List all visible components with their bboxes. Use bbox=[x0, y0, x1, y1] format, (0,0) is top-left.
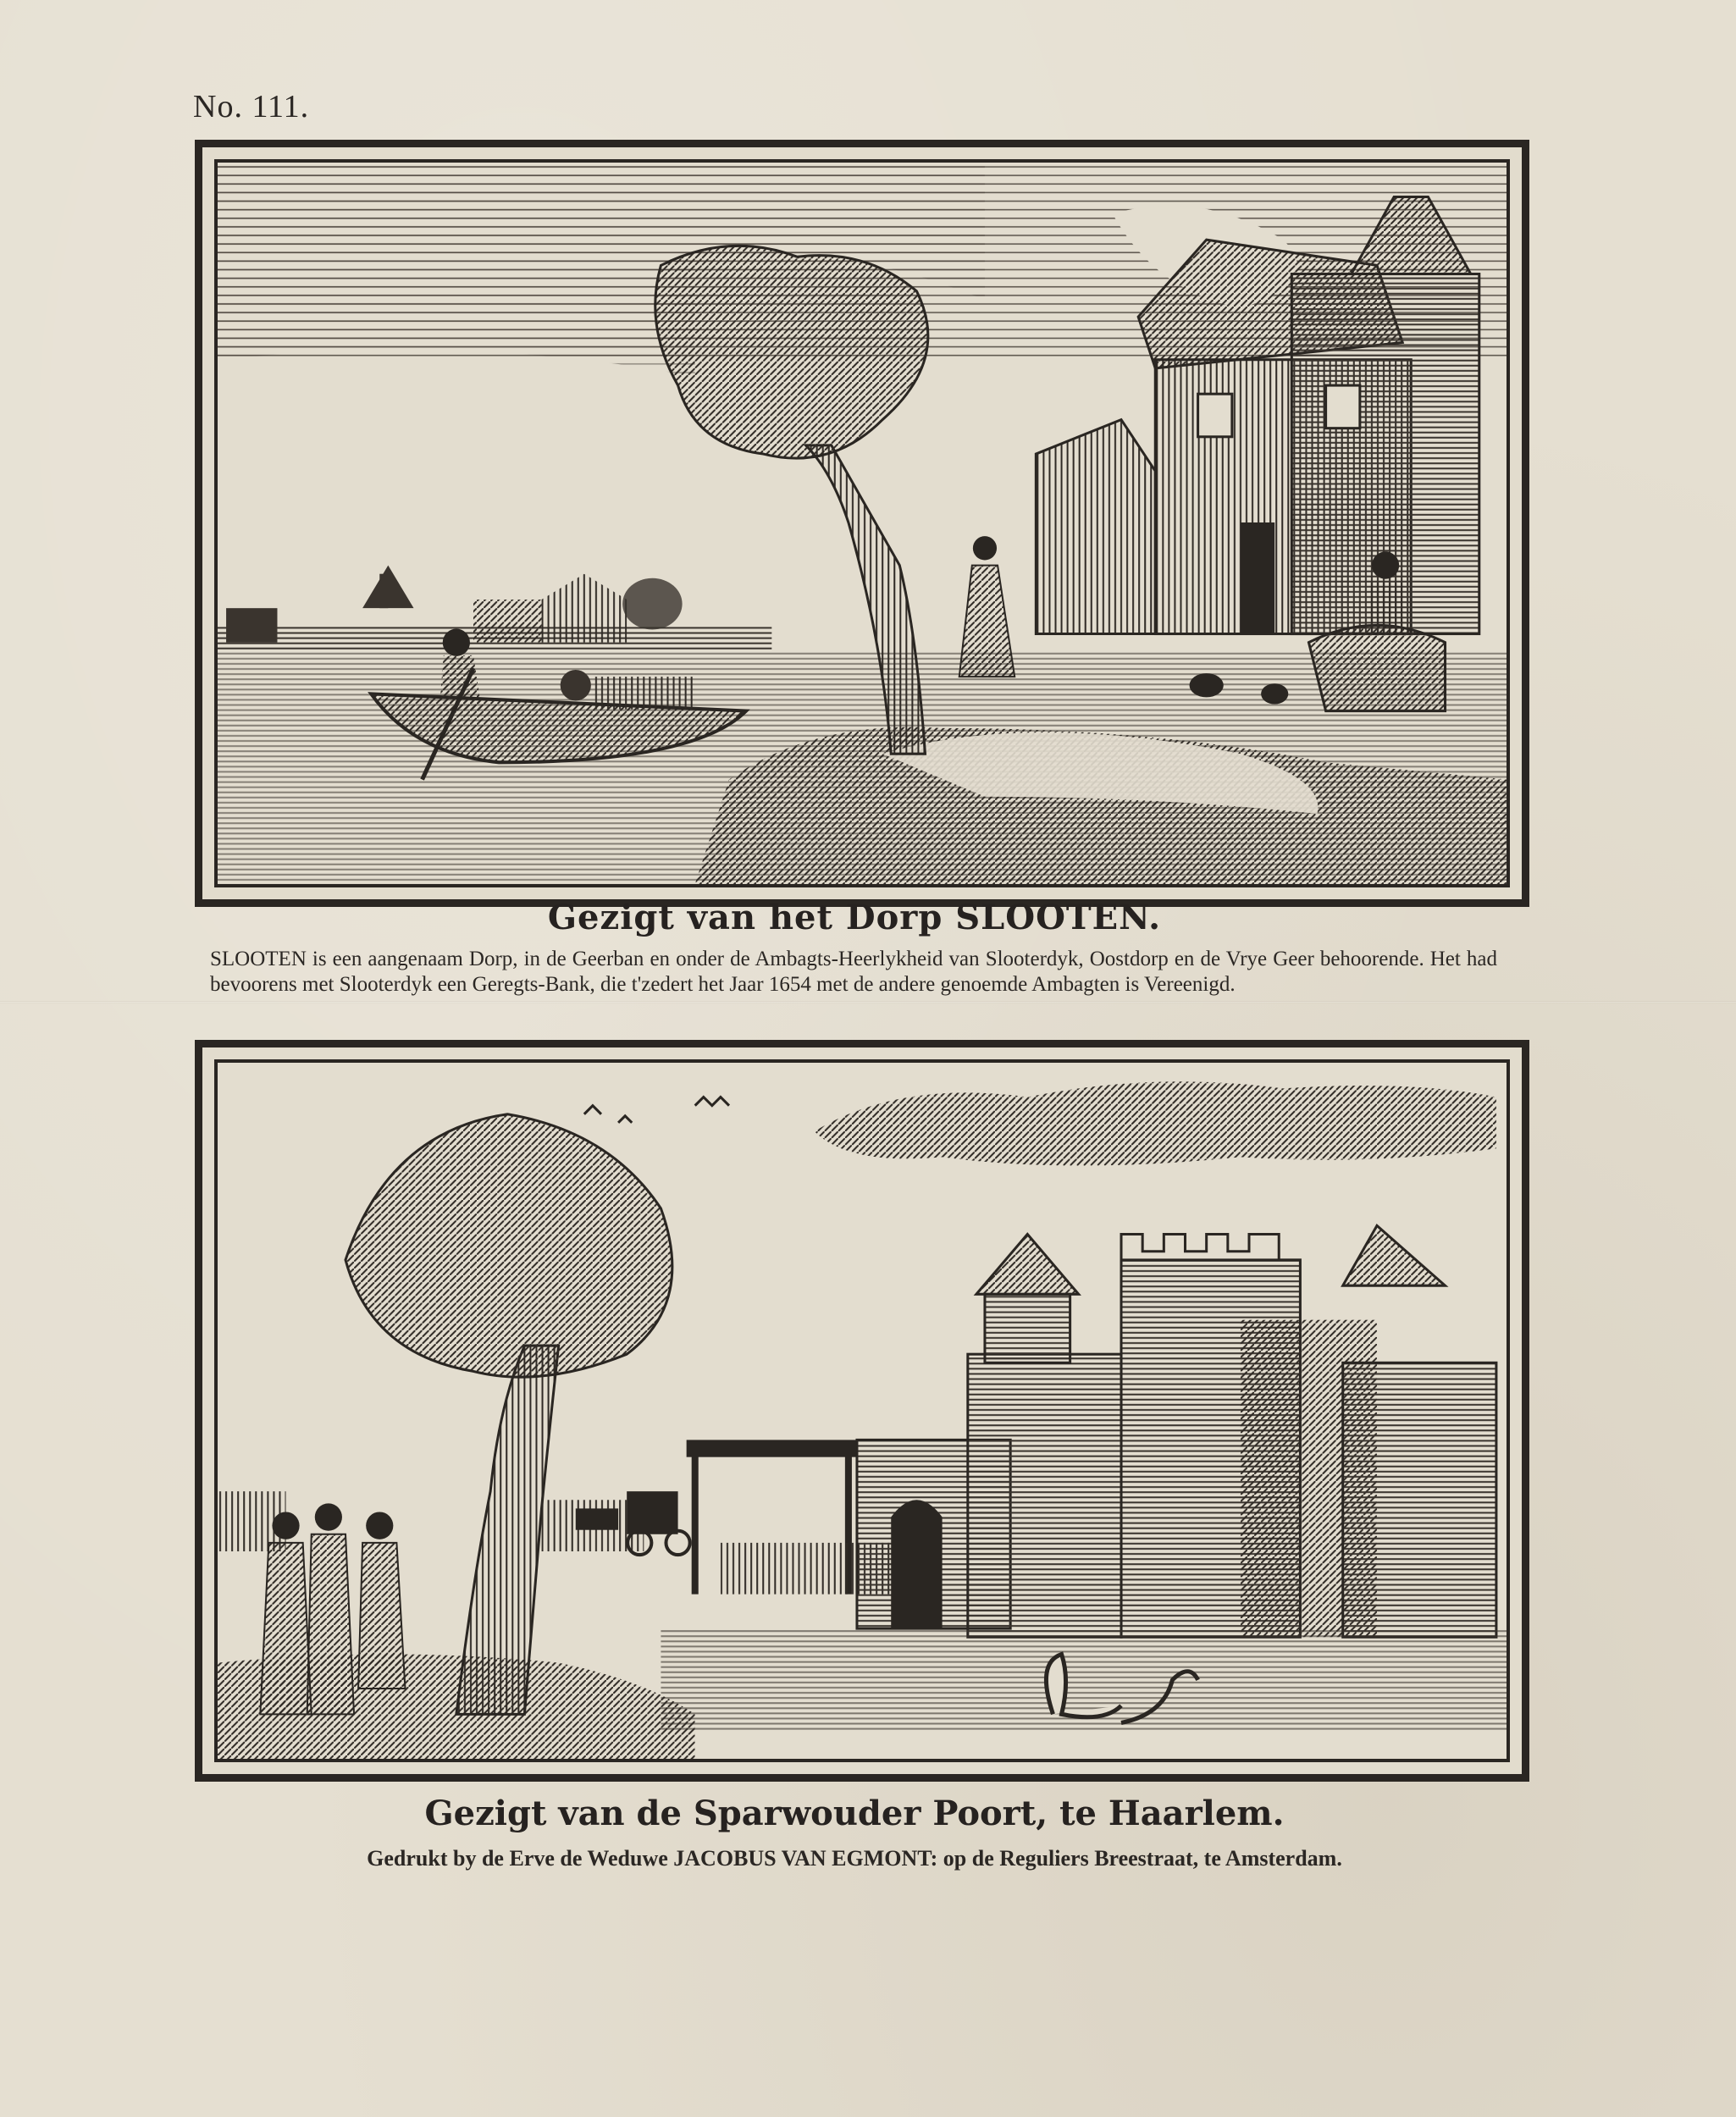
printer-imprint: Gedrukt by de Erve de Weduwe JACOBUS VAN EGMONT: op de Reguliers Breestraat, te Amsterdam. bbox=[367, 1846, 1342, 1871]
woodcut-sparwouder-poort-drawing bbox=[218, 1063, 1507, 1759]
paper-fold-line bbox=[0, 1001, 1736, 1003]
caption-sloten: Gezigt van het Dorp SLOOTEN. bbox=[547, 898, 1162, 937]
page-number: No. 111. bbox=[193, 89, 310, 124]
woodcut-sloten-frame bbox=[195, 140, 1529, 907]
woodcut-sloten-image bbox=[214, 159, 1510, 887]
woodcut-sparwouder-poort-frame bbox=[195, 1040, 1529, 1782]
caption-sparwouder-poort: Gezigt van de Sparwouder Poort, te Haarlem. bbox=[424, 1794, 1285, 1833]
sloten-description: SLOOTEN is een aangenaam Dorp, in de Geerban en onder de Ambagts-Heerlykheid van Slooterdyk, Oostdorp en de Vrye Geer behoorende. Het had bevoorens met Slooterdyk een Geregts-Bank, die t'zedert het Jaar 1654 met de andere genoemde Ambagten is Vereenigd. bbox=[210, 948, 1497, 996]
woodcut-sparwouder-poort-image bbox=[214, 1059, 1510, 1762]
woodcut-sloten-drawing bbox=[218, 163, 1507, 884]
